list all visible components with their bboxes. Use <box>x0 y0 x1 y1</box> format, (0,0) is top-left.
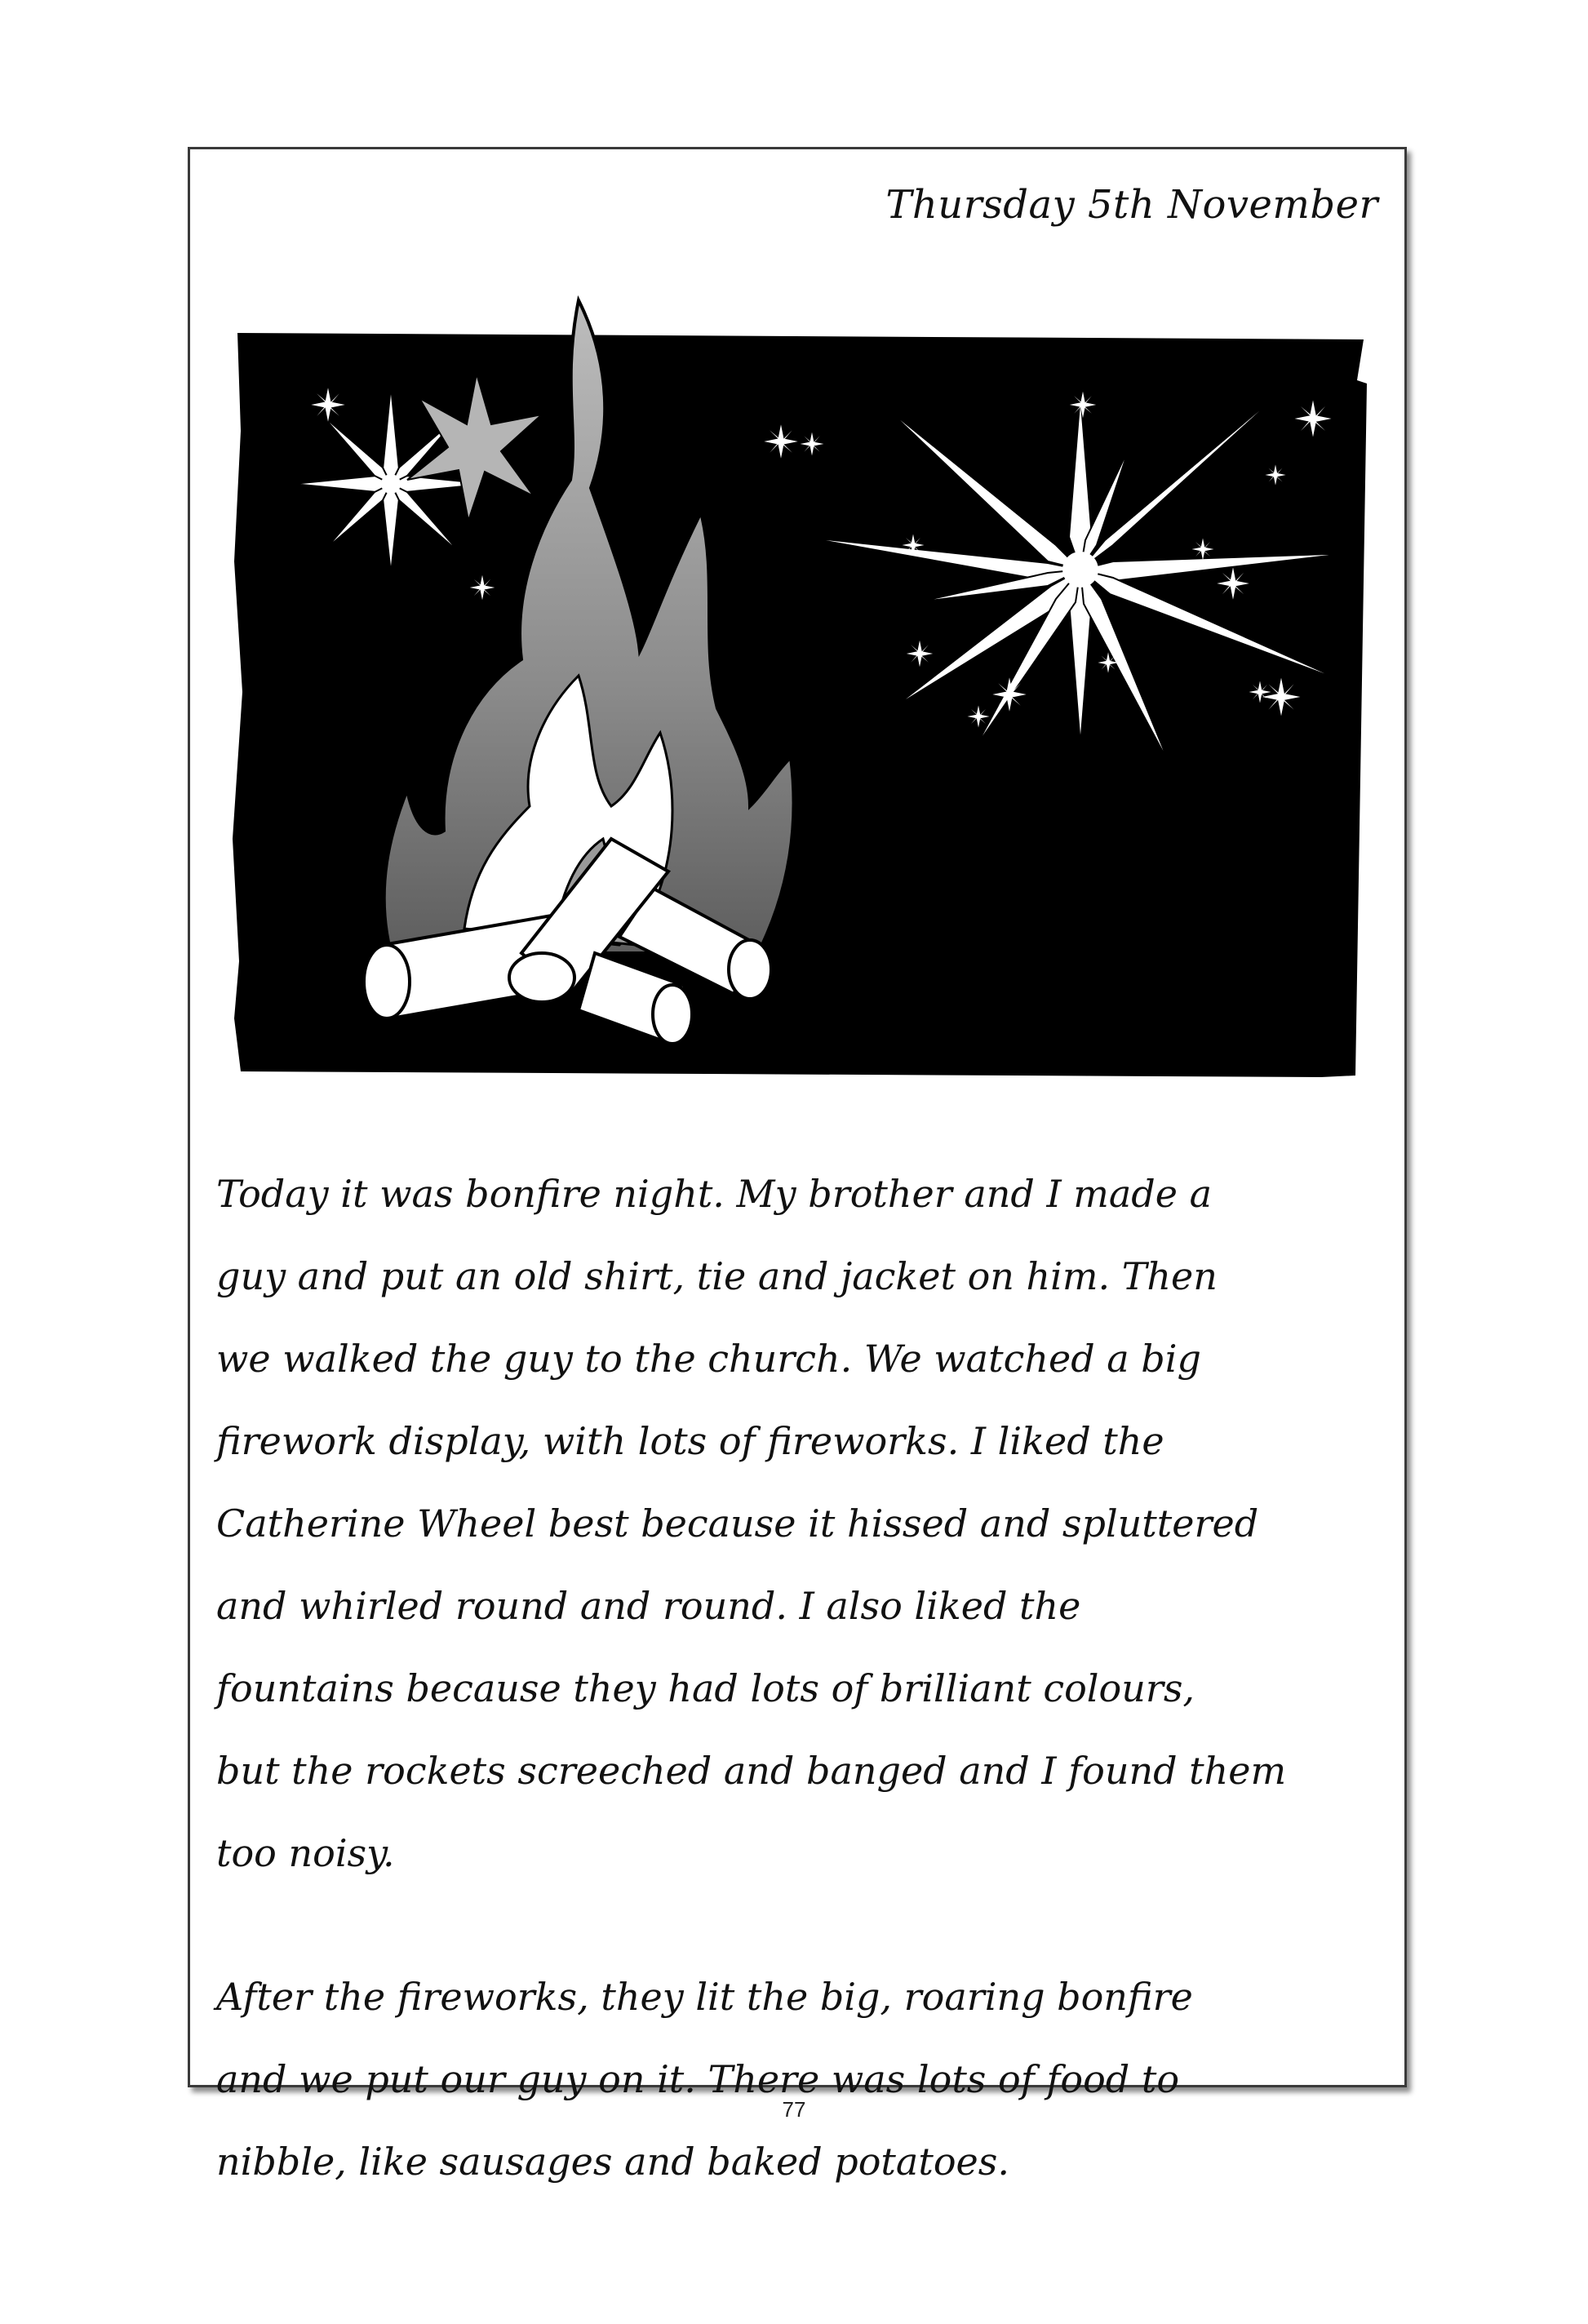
text-line: fountains because they had lots of brilliant colours, <box>216 1666 1195 1710</box>
text-line: Catherine Wheel best because it hissed and spluttered <box>216 1501 1259 1546</box>
paragraph-spacer <box>216 1895 1383 1956</box>
text-line: After the fireworks, they lit the big, roaring bonfire <box>216 1975 1193 2019</box>
text-line: firework display, with lots of fireworks. I liked the <box>216 1419 1164 1463</box>
text-line: but the rockets screeched and banged and I found them <box>216 1749 1287 1793</box>
page-number: 77 <box>782 2097 806 2122</box>
text-line: we walked the guy to the church. We watched a big <box>216 1337 1201 1381</box>
paragraph-2 <box>216 1956 1383 2203</box>
text-line: and whirled round and round. I also liked the <box>216 1584 1081 1628</box>
text-line: Today it was bonfire night. My brother and I made a <box>216 1172 1213 1216</box>
diary-entry-text <box>216 1153 1383 2203</box>
text-line: and we put our guy on it. There was lots of food to <box>216 2057 1180 2101</box>
text-line: nibble, like sausages and baked potatoes. <box>216 2140 1009 2184</box>
entry-date: Thursday 5th November <box>885 182 1378 228</box>
text-line: too noisy. <box>216 1831 395 1875</box>
paragraph-1 <box>216 1153 1383 1895</box>
text-line: guy and put an old shirt, tie and jacket on him. Then <box>216 1254 1218 1298</box>
bonfire-fireworks-illustration <box>228 268 1370 1100</box>
